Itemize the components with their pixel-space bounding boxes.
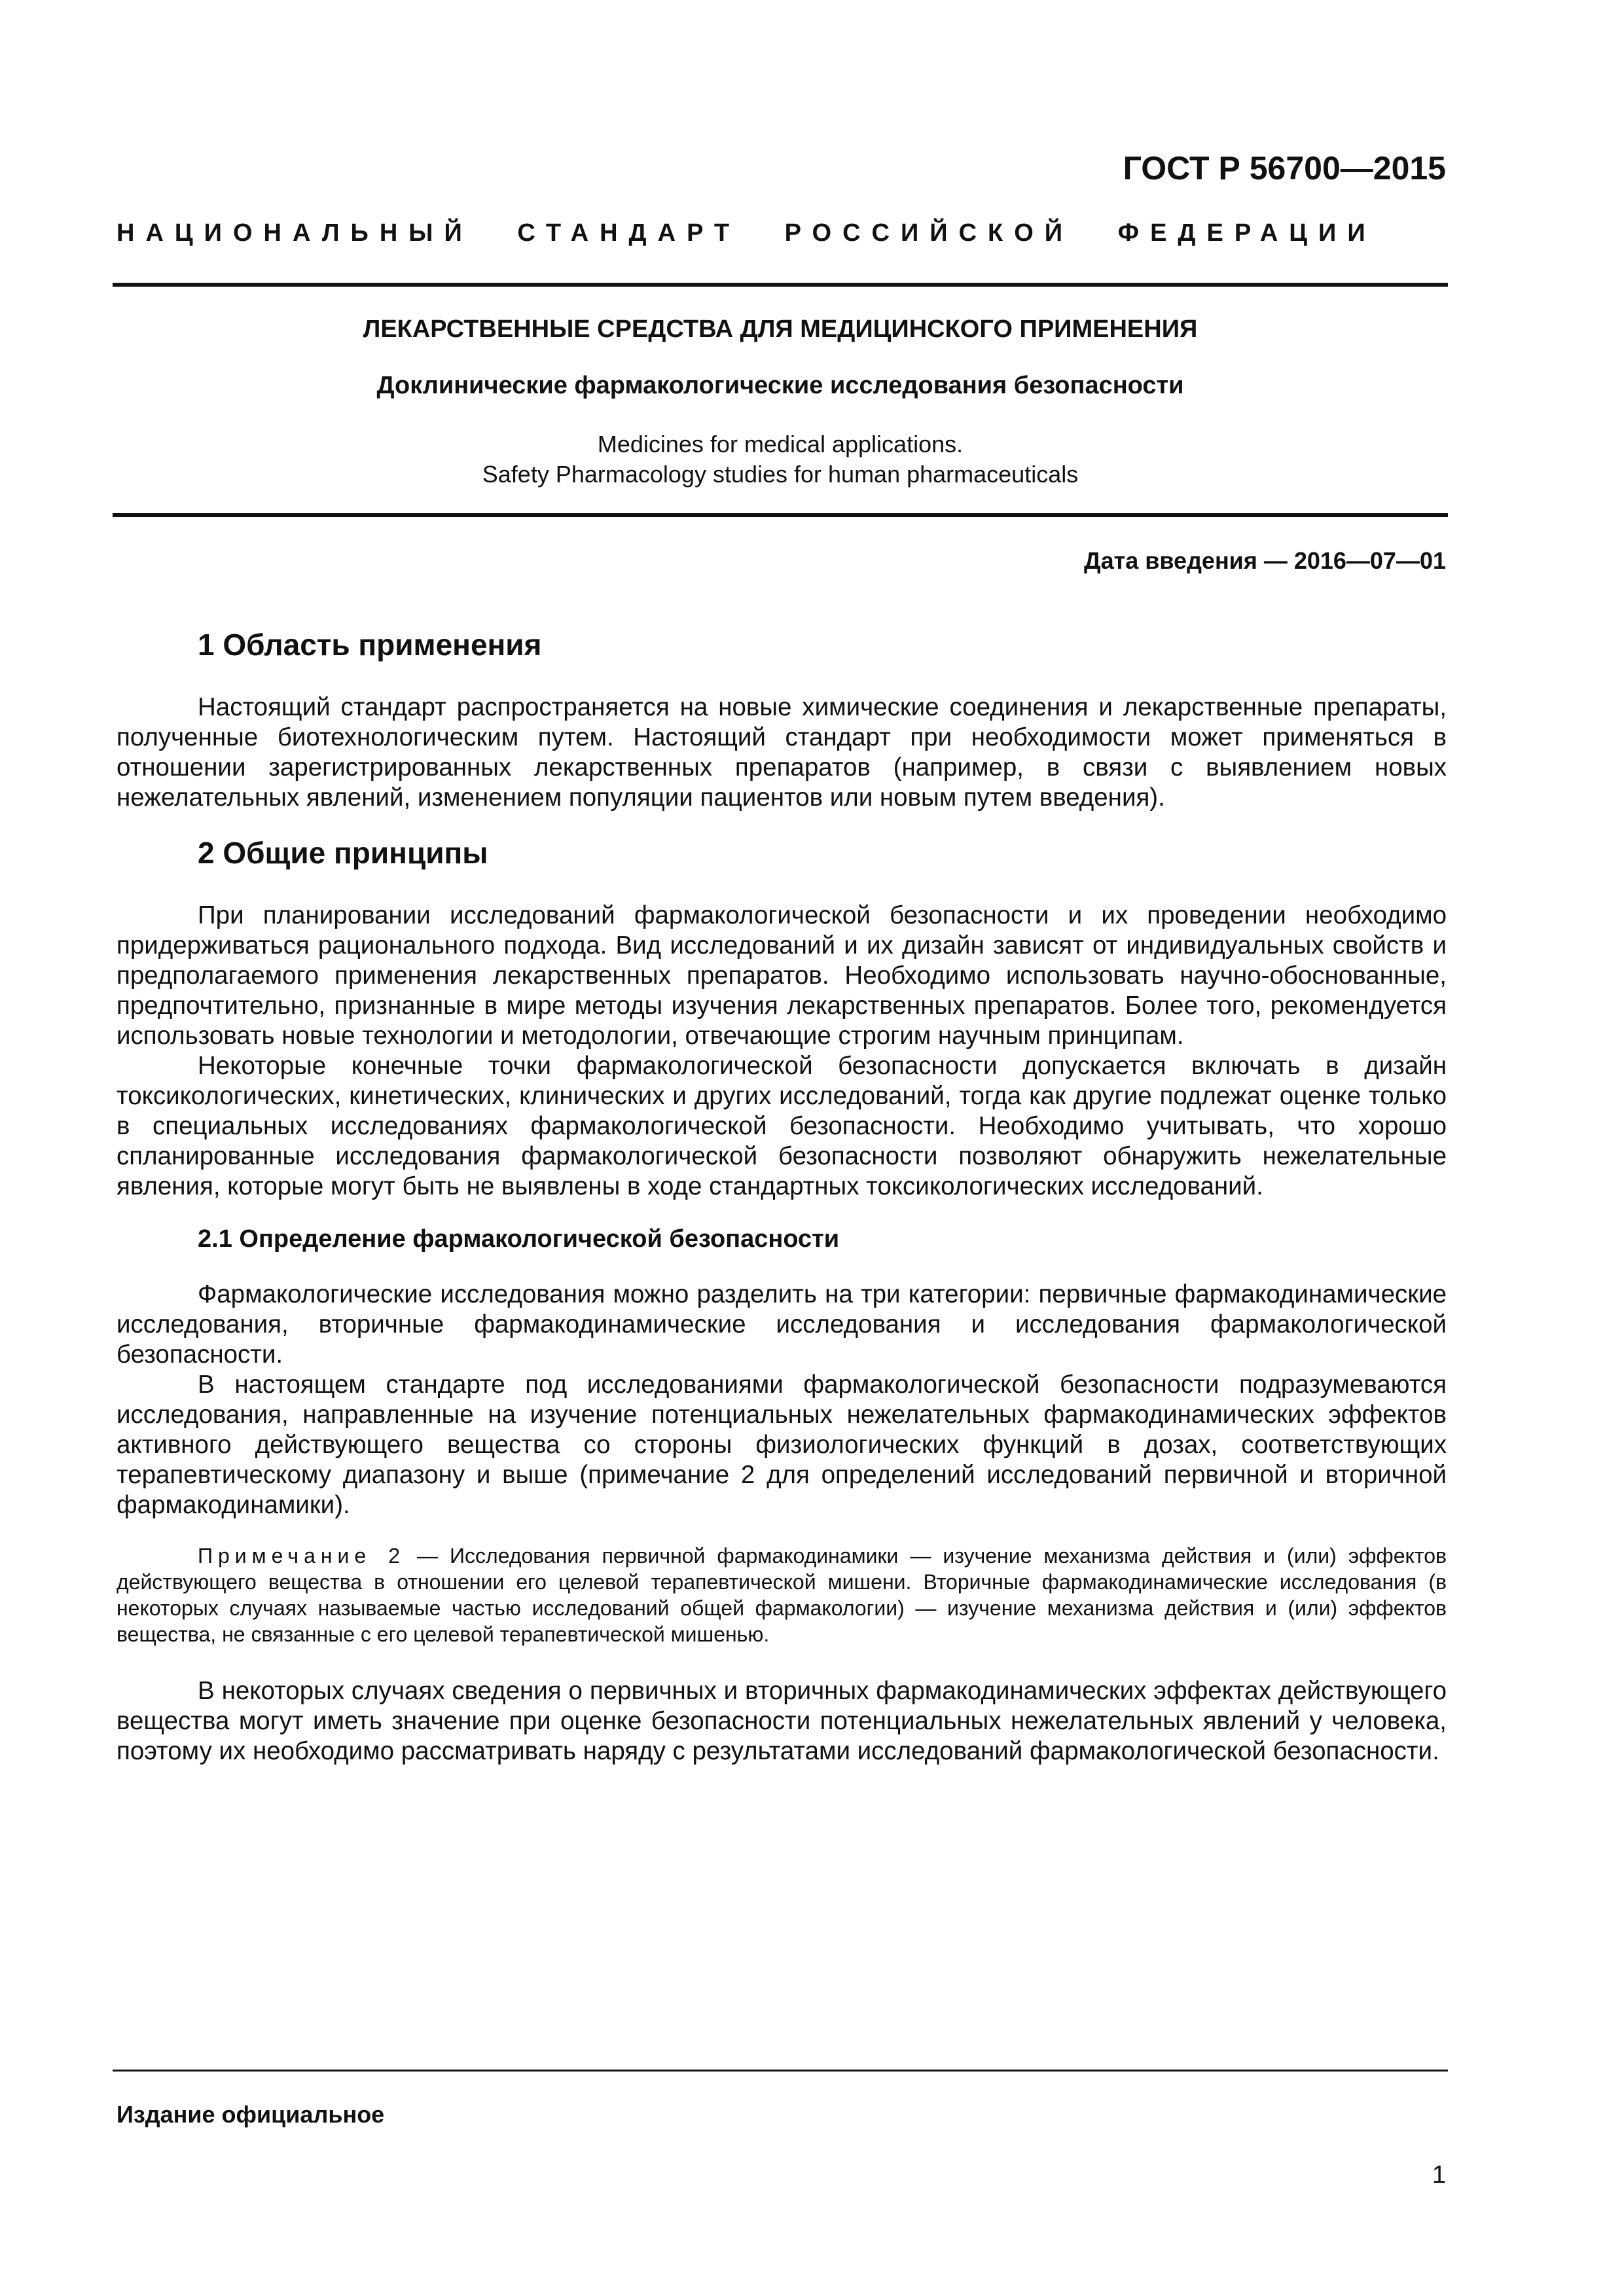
section-1-heading: 1 Область применения xyxy=(198,628,542,662)
document-subtitle: Доклинические фармакологические исследования безопасности xyxy=(376,372,1184,399)
introduction-date: Дата введения — 2016—07—01 xyxy=(1083,547,1446,574)
note-text: — Исследования первичной фармакодинамики — изучение механизма действия и (или) эффектов действующего вещества в отношении его целевой терапевтической мишени. Вторичные фармакодинамические исследования (в некоторых случаях называемые частью исследований общей фармакологии) — изучение механизма действия и (или) эффектов вещества, не связанные с его целевой терапевтической мишенью. xyxy=(117,1544,1447,1646)
national-standard-banner: НАЦИОНАЛЬНЫЙ СТАНДАРТ РОССИЙСКОЙ ФЕДЕРАЦИИ xyxy=(117,219,1377,247)
english-title xyxy=(113,429,1448,490)
document-title: ЛЕКАРСТВЕННЫЕ СРЕДСТВА ДЛЯ МЕДИЦИНСКОГО ПРИМЕНЕНИЯ xyxy=(363,315,1198,343)
note-label: Примечание 2 xyxy=(198,1544,406,1568)
english-title-line-2: Safety Pharmacology studies for human pharmaceuticals xyxy=(482,461,1079,488)
section-1-paragraph: Настоящий стандарт распространяется на новые химические соединения и лекарственные препараты, полученные биотехнологическим путем. Настоящий стандарт при необходимости может применяться в отношении зарегистрированных лекарственных препаратов (например, в связи с выявлением новых нежелательных явлений, изменением популяции пациентов или новым путем введения). xyxy=(117,693,1447,812)
section-2-1-paragraph-1: Фармакологические исследования можно разделить на три категории: первичные фармакодинамические исследования, вторичные фармакодинамические исследования и исследования фармакологической безопасности. xyxy=(117,1280,1447,1369)
page-number: 1 xyxy=(1432,2161,1446,2189)
document-body xyxy=(117,627,1447,1767)
section-2-heading: 2 Общие принципы xyxy=(198,836,488,870)
standard-number: ГОСТ Р 56700—2015 xyxy=(1123,150,1446,187)
section-2-paragraph-2: Некоторые конечные точки фармакологической безопасности допускается включать в дизайн токсикологических, кинетических, клинических и других исследований, тогда как другие подлежат оценке только в специальных исследованиях фармакологической безопасности. Необходимо учитывать, что хорошо спланированные исследования фармакологической безопасности позволяют обнаружить нежелательные явления, которые могут быть не выявлены в ходе стандартных токсикологических исследований. xyxy=(117,1052,1447,1200)
section-2-1-paragraph-2: В настоящем стандарте под исследованиями фармакологической безопасности подразумеваются исследования, направленные на изучение потенциальных нежелательных фармакодинамических эффектов активного действующего вещества со стороны физиологических функций в дозах, соответствующих терапевтическому диапазону и выше (примечание 2 для определений исследований первичной и вторичной фармакодинамики). xyxy=(117,1371,1447,1519)
note-2 xyxy=(117,1543,1447,1647)
section-2-1-heading: 2.1 Определение фармакологической безопасности xyxy=(198,1225,840,1253)
edition-label: Издание официальное xyxy=(117,2101,385,2128)
footer-divider xyxy=(113,2070,1448,2072)
top-divider xyxy=(113,283,1448,287)
english-title-line-1: Medicines for medical applications. xyxy=(597,431,964,457)
section-2-paragraph-1: При планировании исследований фармакологической безопасности и их проведении необходимо придерживаться рационального подхода. Вид исследований и их дизайн зависят от индивидуальных свойств и предполагаемого применения лекарственных препаратов. Необходимо использовать научно-обоснованные, предпочтительно, признанные в мире методы изучения лекарственных препаратов. Более того, рекомендуется использовать новые технологии и методологии, отвечающие строгим научным принципам. xyxy=(117,901,1447,1050)
title-divider xyxy=(113,513,1448,517)
section-2-1-paragraph-3: В некоторых случаях сведения о первичных и вторичных фармакодинамических эффектах действующего вещества могут иметь значение при оценке безопасности потенциальных нежелательных явлений у человека, поэтому их необходимо рассматривать наряду с результатами исследований фармакологической безопасности. xyxy=(117,1677,1447,1765)
